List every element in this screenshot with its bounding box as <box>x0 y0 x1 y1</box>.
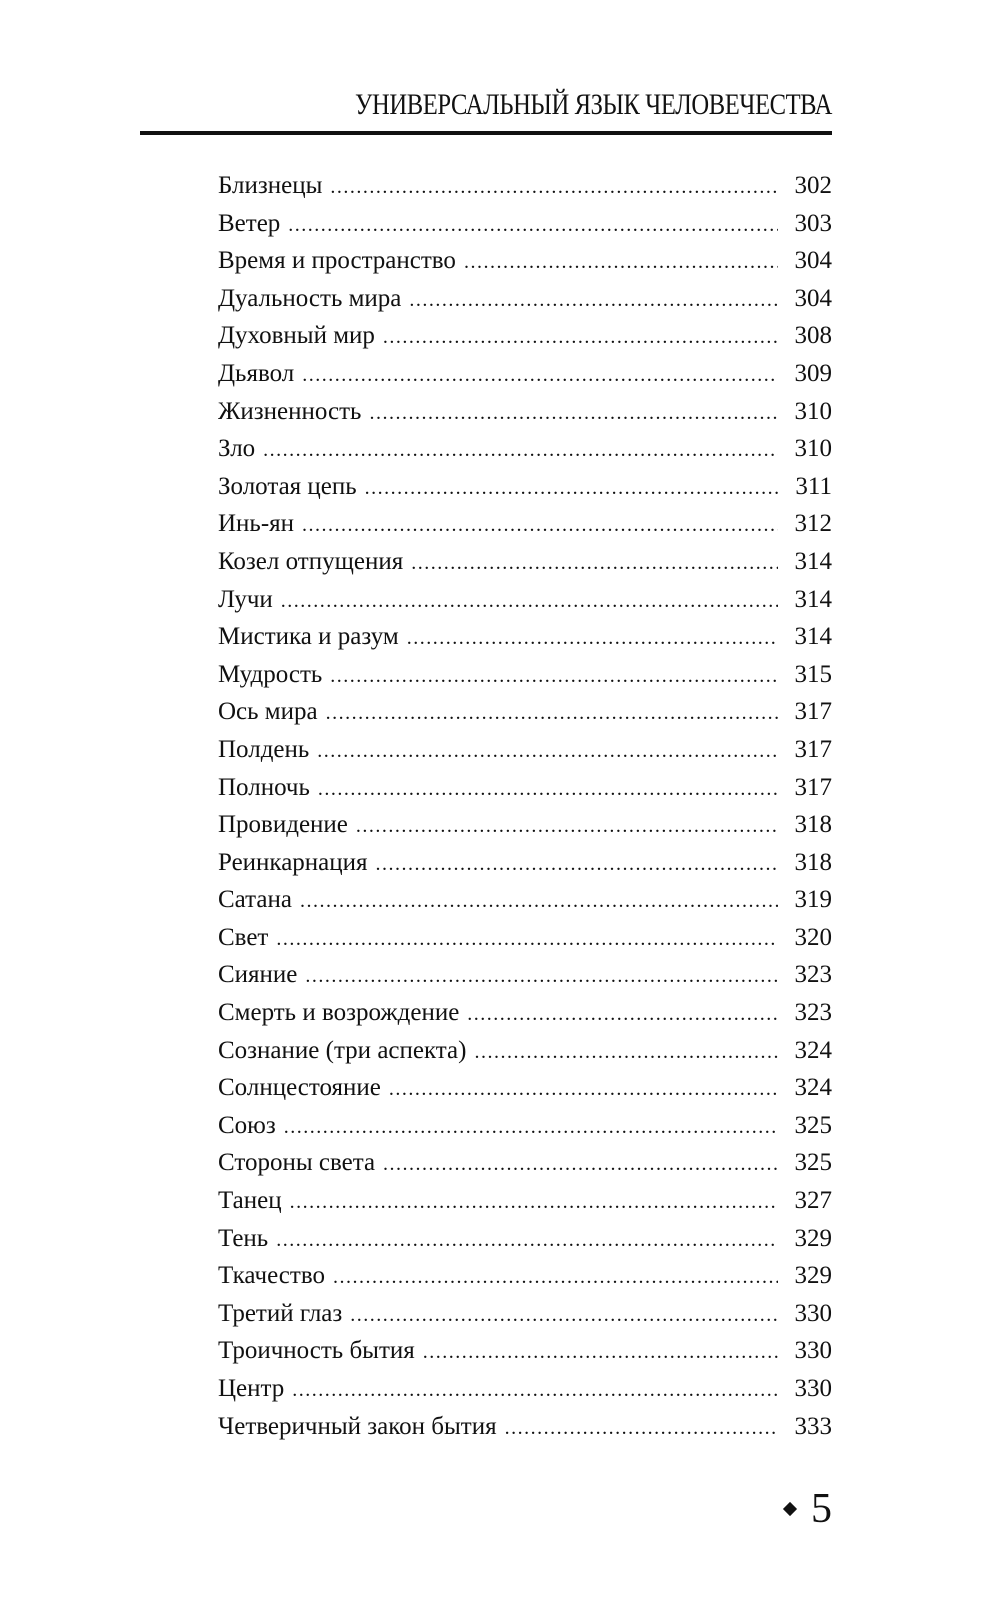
toc-entry <box>218 844 832 882</box>
toc-entry-page: 315 <box>794 660 832 688</box>
dot-leader <box>505 1410 778 1446</box>
toc-entry <box>218 1144 832 1182</box>
folio <box>785 1488 832 1530</box>
toc-entry <box>218 505 832 543</box>
toc-entry-page: 320 <box>794 923 832 951</box>
dot-leader <box>302 507 778 543</box>
toc-entry-title: Близнецы <box>218 172 323 199</box>
dot-leader <box>467 996 778 1032</box>
toc-entry-title: Зло <box>218 435 256 463</box>
dot-leader <box>365 470 778 506</box>
dot-leader <box>330 169 778 205</box>
toc-entry <box>218 1107 832 1145</box>
toc-entry-title: Дьявол <box>218 359 295 387</box>
toc-entry-title: Четверичный закон бытия <box>218 1412 497 1440</box>
toc-entry-title: Ветер <box>218 209 281 237</box>
dot-leader <box>333 1259 778 1295</box>
toc-entry-title: Мудрость <box>218 660 323 688</box>
toc-entry <box>218 242 832 280</box>
dot-leader <box>474 1034 778 1070</box>
toc-entry-page: 318 <box>794 848 832 876</box>
toc-entry-title: Лучи <box>218 585 273 613</box>
toc-entry <box>218 806 832 844</box>
toc-entry <box>218 393 832 431</box>
toc-entry <box>218 468 832 506</box>
toc-entry-page: 319 <box>794 886 832 914</box>
toc-entry <box>218 1408 832 1446</box>
toc-entry-title: Стороны света <box>218 1149 376 1177</box>
toc-entry <box>218 656 832 694</box>
dot-leader <box>288 207 778 243</box>
toc-entry <box>218 956 832 994</box>
toc-entry-page: 304 <box>794 284 832 312</box>
toc-entry-page: 329 <box>794 1262 832 1290</box>
toc-entry-title: Ось мира <box>218 698 318 726</box>
dot-leader <box>292 1372 778 1408</box>
table-of-contents <box>218 167 832 1445</box>
toc-entry-title: Танец <box>218 1187 282 1215</box>
toc-entry-title: Смерть и возрождение <box>218 999 460 1027</box>
toc-entry-page: 330 <box>794 1375 832 1402</box>
dot-leader <box>317 733 778 769</box>
dot-leader <box>423 1334 778 1370</box>
toc-entry-page: 304 <box>794 247 832 275</box>
running-title: УНИВЕРСАЛЬНЫЙ ЯЗЫК ЧЕЛОВЕЧЕСТВА <box>355 88 832 121</box>
toc-entry <box>218 543 832 581</box>
toc-entry-page: 330 <box>794 1299 832 1327</box>
toc-entry <box>218 1220 832 1258</box>
dot-leader <box>276 921 778 957</box>
toc-entry-page: 312 <box>794 510 832 538</box>
dot-leader <box>464 244 778 280</box>
toc-entry-page: 308 <box>794 322 832 350</box>
dot-leader <box>407 620 778 656</box>
dot-leader <box>389 1071 778 1107</box>
toc-entry <box>218 430 832 468</box>
dot-leader <box>305 958 778 994</box>
toc-entry-title: Дуальность мира <box>218 284 402 312</box>
dot-leader <box>350 1297 778 1333</box>
toc-entry-page: 310 <box>794 397 832 425</box>
toc-entry-page: 314 <box>794 623 832 651</box>
toc-entry-page: 324 <box>794 1074 832 1102</box>
toc-entry-page: 314 <box>794 585 832 613</box>
toc-entry-title: Реинкарнация <box>218 848 368 876</box>
dot-leader <box>263 432 778 468</box>
dot-leader <box>302 357 778 393</box>
toc-entry <box>218 1257 832 1295</box>
toc-entry <box>218 1370 832 1408</box>
toc-entry-page: 317 <box>794 698 832 726</box>
toc-entry <box>218 1182 832 1220</box>
toc-entry <box>218 994 832 1032</box>
toc-entry <box>218 881 832 919</box>
dot-leader <box>281 583 778 619</box>
toc-entry-page: 317 <box>794 773 832 801</box>
toc-entry-page: 314 <box>794 547 832 575</box>
toc-entry <box>218 731 832 769</box>
toc-entry-title: Духовный мир <box>218 322 375 350</box>
dot-leader <box>284 1109 778 1145</box>
toc-entry-page: 310 <box>794 435 832 463</box>
dot-leader <box>383 319 778 355</box>
toc-entry-title: Полдень <box>218 735 310 763</box>
dot-leader <box>276 1222 778 1258</box>
diamond-bullet-icon <box>783 1502 797 1516</box>
toc-entry-title: Троичность бытия <box>218 1337 415 1365</box>
toc-entry-page: 323 <box>794 961 832 989</box>
toc-entry-page: 324 <box>794 1036 832 1064</box>
toc-entry <box>218 317 832 355</box>
toc-entry-title: Солнцестояние <box>218 1074 381 1102</box>
toc-entry <box>218 355 832 393</box>
toc-entry <box>218 1069 832 1107</box>
toc-entry-title: Ткачество <box>218 1262 325 1290</box>
dot-leader <box>300 883 778 919</box>
toc-entry-page: 325 <box>794 1111 832 1139</box>
dot-leader <box>369 395 778 431</box>
toc-entry-title: Тень <box>218 1224 269 1252</box>
toc-entry-title: Полночь <box>218 773 310 801</box>
toc-entry-page: 303 <box>794 209 832 237</box>
toc-entry <box>218 1295 832 1333</box>
toc-entry <box>218 167 832 205</box>
toc-entry-title: Третий глаз <box>218 1299 343 1327</box>
toc-entry <box>218 581 832 619</box>
toc-entry-title: Козел отпущения <box>218 547 404 575</box>
toc-entry-title: Золотая цепь <box>218 472 357 500</box>
toc-entry-title: Свет <box>218 923 269 951</box>
dot-leader <box>411 545 778 581</box>
page-number: 5 <box>811 1486 832 1532</box>
toc-entry-title: Сияние <box>218 961 298 989</box>
toc-entry-title: Сатана <box>218 886 292 914</box>
toc-entry-title: Инь-ян <box>218 510 295 538</box>
header-rule <box>140 131 832 135</box>
toc-entry-page: 311 <box>795 472 832 500</box>
toc-entry-page: 333 <box>794 1412 832 1440</box>
toc-entry-page: 318 <box>794 811 832 839</box>
toc-entry-title: Мистика и разум <box>218 623 399 651</box>
toc-entry <box>218 769 832 807</box>
toc-entry-page: 317 <box>794 735 832 763</box>
toc-entry <box>218 205 832 243</box>
toc-entry <box>218 618 832 656</box>
toc-entry-page: 327 <box>794 1187 832 1215</box>
dot-leader <box>318 771 778 807</box>
dot-leader <box>330 658 778 694</box>
toc-entry <box>218 1032 832 1070</box>
toc-entry-title: Время и пространство <box>218 247 456 275</box>
toc-entry-page: 330 <box>794 1337 832 1365</box>
toc-entry-page: 329 <box>794 1224 832 1252</box>
toc-entry <box>218 280 832 318</box>
toc-entry-page: 302 <box>794 172 832 199</box>
toc-entry-title: Сознание (три аспекта) <box>218 1036 467 1064</box>
toc-entry <box>218 1332 832 1370</box>
toc-entry <box>218 693 832 731</box>
toc-entry-title: Центр <box>218 1375 285 1402</box>
toc-entry-title: Жизненность <box>218 397 362 425</box>
dot-leader <box>356 808 778 844</box>
toc-entry-page: 309 <box>794 359 832 387</box>
toc-entry-page: 325 <box>794 1149 832 1177</box>
dot-leader <box>409 282 778 318</box>
dot-leader <box>290 1184 778 1220</box>
dot-leader <box>326 695 778 731</box>
toc-entry <box>218 919 832 957</box>
dot-leader <box>376 846 778 882</box>
toc-entry-title: Союз <box>218 1111 276 1139</box>
dot-leader <box>383 1146 778 1182</box>
toc-entry-title: Провидение <box>218 811 348 839</box>
toc-entry-page: 323 <box>794 999 832 1027</box>
